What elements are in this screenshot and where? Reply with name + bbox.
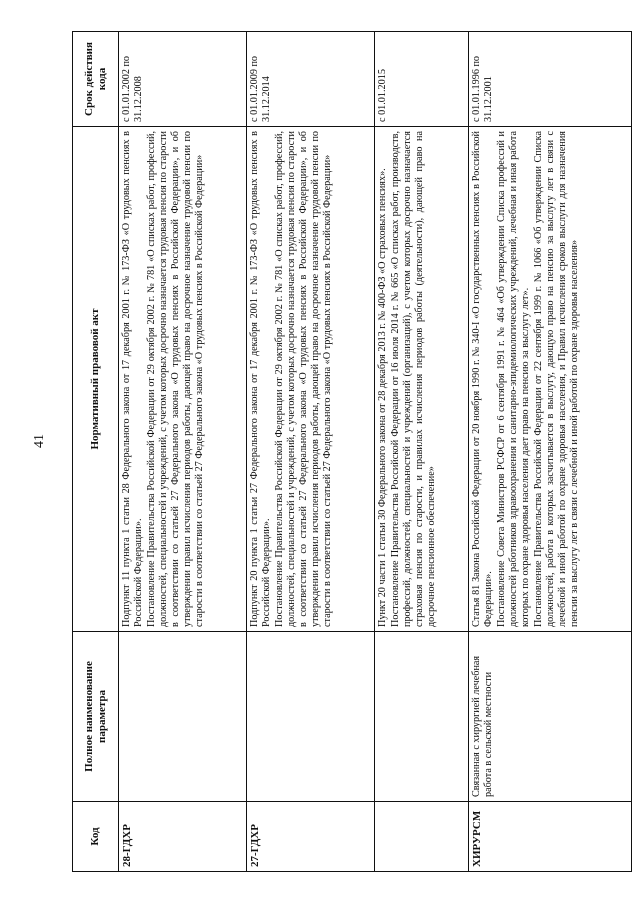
act-paragraph: Пункт 20 части 1 статьи 30 Федерального закона от 28 декабря 2013 г. № 400-ФЗ «О страховых пенсиях».	[376, 168, 388, 627]
cell-term: с 01.01.1996 по 31.12.2001	[468, 32, 631, 127]
rotated-table-container	[72, 32, 632, 872]
header-term: Срок действия кода	[73, 32, 119, 127]
act-paragraph: Подпункт 20 пункта 1 статьи 27 Федерального закона от 17 декабря 2001 г. № 173-ФЗ «О трудовых пенсиях в Российской Федерации».	[248, 131, 272, 627]
cell-term: с 01.01.2002 по 31.12.2008	[119, 32, 247, 127]
act-paragraph: Постановление Правительства Российской Федерации от 29 октября 2002 г. № 781 «О списках работ, профессий, должностей, специальностей и учреждений, с учетом которых досрочно назначается трудовая пенсия по старости в соответствии со статьей 27 Федерального закона «О трудовых пенсиях в Российской Федерации», и об утверждении правил исчисления периодов работы, дающей право на досрочное назначение трудовой пенсии по старости в соответствии со статьей 27 Федерального закона «О трудовых пенсиях в Российской Федерации»	[273, 131, 334, 627]
act-paragraph: Постановление Совета Министров РСФСР от 6 сентября 1991 г. № 464 «Об утверждении Списка профессий и должностей работников здравоохранения и санитарно-эпидемиологических учреждений, лечебная и иная работа которых по охране здоровья населения дает право на пенсию за выслугу лет».	[496, 131, 532, 627]
cell-act	[246, 127, 374, 632]
act-paragraph: Подпункт 11 пункта 1 статьи 28 Федерального закона от 17 декабря 2001 г. № 173-ФЗ «О трудовых пенсиях в Российской Федерации».	[121, 131, 145, 627]
cell-term: с 01.01.2009 по 31.12.2014	[246, 32, 374, 127]
cell-act	[119, 127, 247, 632]
act-paragraph: Постановление Правительства Российской Федерации от 29 октября 2002 г. № 781 «О списках работ, профессий, должностей, специальностей и учреждений, с учетом которых досрочно назначается трудовая пенсия по старости в соответствии со статьей 27 Федерального закона «О трудовых пенсиях в Российской Федерации», и об утверждении правил исчисления периодов работы, дающей право на досрочное назначение трудовой пенсии по старости в соответствии со статьей 27 Федерального закона «О трудовых пенсиях в Российской Федерации»	[146, 131, 206, 627]
cell-name: Связанная с хирургией лечебная работа в сельской местности	[468, 632, 631, 802]
page-number: 41	[32, 434, 47, 448]
cell-act	[374, 127, 468, 632]
act-paragraph: Статья 81 Закона Российской Федерации от 20 ноября 1990 г. № 340-I «О государственных пенсиях в Российской Федерации».	[470, 131, 494, 627]
cell-code: 28-ГДХР	[119, 802, 247, 872]
cell-code	[374, 802, 468, 872]
cell-name	[246, 632, 374, 802]
table-body	[119, 32, 632, 872]
table-header-row	[73, 32, 119, 872]
table-row	[246, 32, 374, 872]
act-paragraph: Постановление Правительства Российской Федерации от 22 сентября 1999 г. № 1066 «Об утверждении Списка должностей, работа в которых засчитывается в выслугу, дающую право на пенсию за выслугу лет в связи с лечебной и иной работой по охране здоровья населения, и Правил исчисления сроков выслуги для назначения пенсии за выслугу лет в связи с лечебной и иной работой по охране здоровья населения»	[533, 131, 581, 627]
header-act: Нормативный правовой акт	[73, 127, 119, 632]
cell-name	[374, 632, 468, 802]
table-row	[374, 32, 468, 872]
header-code: Код	[73, 802, 119, 872]
cell-act	[468, 127, 631, 632]
table-row	[119, 32, 247, 872]
header-name: Полное наименование параметра	[73, 632, 119, 802]
act-paragraph: Постановление Правительства Российской Федерации от 16 июля 2014 г. № 665 «О списках работ, производств, профессий, должностей, специальностей и учреждений (организаций), с учетом которых досрочно назначается страховая пенсия по старости, и правилах исчисления периодов работы (деятельности), дающей право на досрочное пенсионное обеспечение»	[389, 131, 437, 627]
cell-code: 27-ГДХР	[246, 802, 374, 872]
cell-name	[119, 632, 247, 802]
codes-table	[72, 31, 632, 872]
table-row	[468, 32, 631, 872]
cell-term: с 01.01.2015	[374, 32, 468, 127]
cell-code: ХИРУРСМ	[468, 802, 631, 872]
